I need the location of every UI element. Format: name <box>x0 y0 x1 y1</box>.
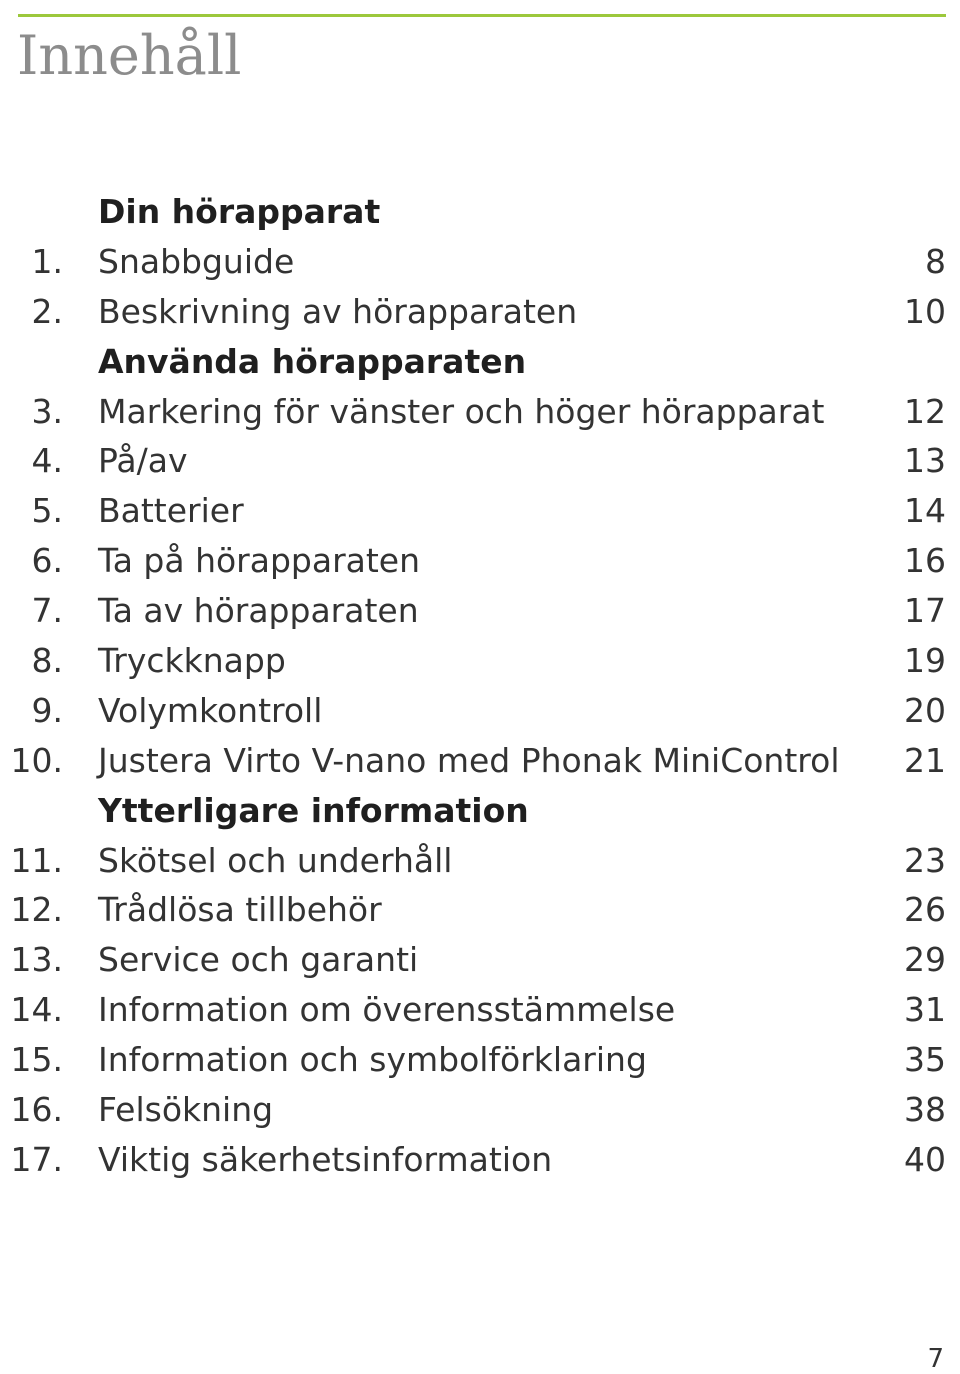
toc-entry-number: 13. <box>10 940 63 980</box>
toc-entry[interactable] <box>0 586 960 636</box>
toc-entry-page: 17 <box>904 591 946 631</box>
page-number: 7 <box>927 1344 944 1374</box>
toc-entry-title: Snabbguide <box>98 241 295 281</box>
page-title: Innehåll <box>17 24 242 87</box>
toc-entry[interactable] <box>0 436 960 486</box>
toc-entry[interactable] <box>0 935 960 985</box>
toc-entry-number: 17. <box>10 1139 63 1179</box>
toc-entry-title: Information om överensstämmelse <box>98 990 676 1030</box>
toc-entry[interactable] <box>0 1135 960 1185</box>
toc-entry-number: 8. <box>31 641 63 681</box>
toc-entry-page: 40 <box>904 1139 946 1179</box>
toc-entry-number: 16. <box>10 1090 63 1130</box>
toc-entry-title: Beskrivning av hörapparaten <box>98 291 578 331</box>
toc-entry[interactable] <box>0 1085 960 1135</box>
toc-entry-number: 4. <box>31 441 63 481</box>
toc-entry-title: På/av <box>98 441 188 481</box>
toc-entry-number: 11. <box>10 840 63 880</box>
toc-heading-text: Din hörapparat <box>98 192 381 231</box>
toc-entry[interactable] <box>0 736 960 786</box>
toc-entry-page: 10 <box>904 291 946 331</box>
toc-entry-number: 9. <box>31 690 63 730</box>
toc-entry-number: 12. <box>10 890 63 930</box>
toc-entry-page: 20 <box>904 690 946 730</box>
toc-entry[interactable] <box>0 836 960 886</box>
toc-entry-page: 13 <box>904 441 946 481</box>
toc-entry-title: Justera Virto V-nano med Phonak MiniControl <box>98 740 840 780</box>
toc-entry[interactable] <box>0 636 960 686</box>
toc-entry-page: 29 <box>904 940 946 980</box>
toc-entry[interactable] <box>0 536 960 586</box>
toc-entry[interactable] <box>0 885 960 935</box>
toc-entry-title: Trådlösa tillbehör <box>98 890 382 930</box>
toc-section-heading <box>0 187 960 237</box>
toc-entry-number: 5. <box>31 491 63 531</box>
toc-entry-page: 21 <box>904 740 946 780</box>
toc-entry-number: 10. <box>10 740 63 780</box>
toc-entry-title: Tryckknapp <box>98 641 286 681</box>
toc-entry-number: 6. <box>31 541 63 581</box>
toc-entry-page: 16 <box>904 541 946 581</box>
toc-entry-number: 2. <box>31 291 63 331</box>
toc-heading-text: Ytterligare information <box>98 790 529 830</box>
toc-entry-title: Ta av hörapparaten <box>98 591 419 631</box>
toc-entry-page: 38 <box>904 1090 946 1130</box>
toc-entry-page: 8 <box>925 241 946 281</box>
toc-entry-title: Ta på hörapparaten <box>98 541 421 581</box>
toc-entry[interactable] <box>0 1035 960 1085</box>
table-of-contents <box>0 187 960 1185</box>
toc-entry-number: 14. <box>10 990 63 1030</box>
toc-entry-title: Batterier <box>98 491 244 531</box>
toc-entry[interactable] <box>0 985 960 1035</box>
toc-section-heading <box>0 337 960 387</box>
toc-entry[interactable] <box>0 686 960 736</box>
toc-entry-number: 7. <box>31 591 63 631</box>
toc-entry[interactable] <box>0 387 960 437</box>
toc-entry-page: 23 <box>904 840 946 880</box>
toc-entry-page: 14 <box>904 491 946 531</box>
toc-entry-title: Felsökning <box>98 1090 274 1130</box>
toc-entry-title: Service och garanti <box>98 940 419 980</box>
toc-entry[interactable] <box>0 237 960 287</box>
toc-entry-title: Skötsel och underhåll <box>98 840 453 880</box>
toc-entry-title: Viktig säkerhetsinformation <box>98 1139 553 1179</box>
toc-entry-page: 35 <box>904 1040 946 1080</box>
toc-section-heading <box>0 786 960 836</box>
toc-entry-page: 12 <box>904 391 946 431</box>
toc-entry-number: 3. <box>31 391 63 431</box>
toc-entry-title: Markering för vänster och höger hörapparat <box>98 391 825 431</box>
toc-entry-number: 15. <box>10 1040 63 1080</box>
toc-entry-page: 31 <box>904 990 946 1030</box>
toc-entry-title: Information och symbolförklaring <box>98 1040 647 1080</box>
toc-entry-page: 26 <box>904 890 946 930</box>
toc-entry[interactable] <box>0 486 960 536</box>
toc-heading-text: Använda hörapparaten <box>98 341 527 381</box>
top-divider <box>18 14 946 17</box>
toc-entry-number: 1. <box>31 241 63 281</box>
toc-entry[interactable] <box>0 287 960 337</box>
toc-entry-page: 19 <box>904 641 946 681</box>
toc-entry-title: Volymkontroll <box>98 690 323 730</box>
